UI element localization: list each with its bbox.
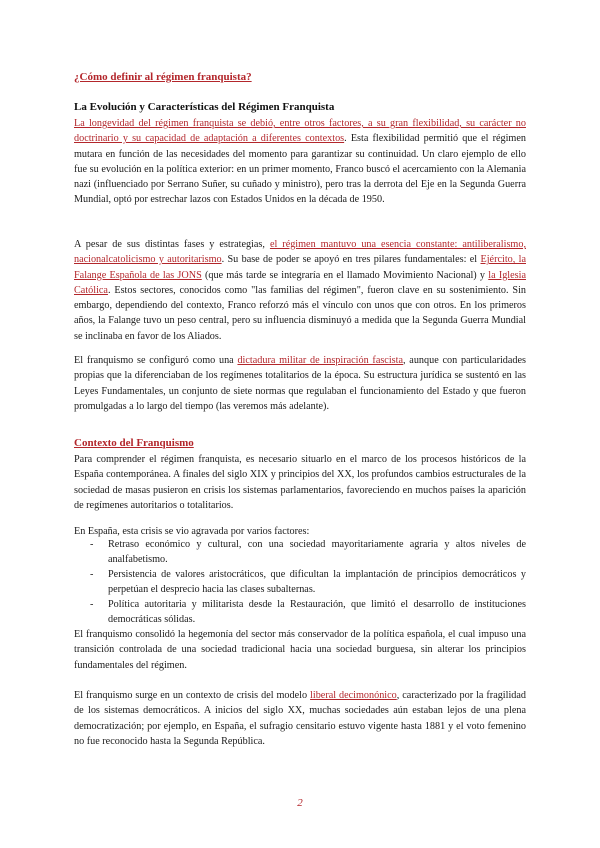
paragraph-text: . Esta flexibilidad permitió que el régimen mutara en función de las necesidades del momento para garantizar su continuidad. Un claro ejemplo de ello fue su evolución en la política exterior: en un primer momento, Franco buscó el acercamiento con la Alemania nazi (influenciado por Serrano Suñer, su cuñado y ministro), pero tras la derrota del Eje en la Segunda Guerra Mundial, optó por estrechar lazos con Estados Unidos en la década de 1950. — [74, 133, 526, 206]
list-item: - Retraso económico y cultural, con una sociedad mayoritariamente agraria y altos niveles de analfabetismo. — [90, 539, 526, 565]
factors-list — [74, 538, 526, 628]
highlight-liberal: liberal decimonónico — [310, 690, 397, 701]
highlight-flexibilidad: La longevidad del régimen franquista se debió, entre otros factores, a su gran flexibilidad, su carácter no doctrinario y su capacidad de adaptación a diferentes contextos — [74, 118, 526, 145]
highlight-iglesia: la Iglesia Católica — [74, 269, 526, 296]
paragraph-text: , caracterizado por la fragilidad de los sistemas democráticos. A inicios del siglo XX, muchas sociedades aún estaban lejos de una plena democratización; por ejemplo, en España, el sufragio censitario estuvo vigente hasta 1881 y el voto femenino no fue reconocido hasta la Segunda República. — [74, 690, 527, 747]
dash-bullet: - — [90, 539, 94, 550]
paragraph-comprender: Para comprender el régimen franquista, es necesario situarlo en el marco de los procesos históricos de la España contemporánea. A finales del siglo XIX y principios del XX, los profundos cambios estructurales de la sociedad de masas pusieron en crisis los sistemas parlamentarios, favoreciendo en muchos países la aparición de regímenes autoritarios o totalitarios. — [74, 454, 526, 511]
page-number: 2 — [297, 797, 303, 809]
paragraph-text: . Estos sectores, conocidos como "las familias del régimen", fueron clave en su sostenimiento. Sin embargo, dependiendo del contexto, Franco reforzó más el vínculo con unos que con otros. En los primeros años, la Falange tuvo un peso central, pero su influencia disminuyó a medida que la Segunda Guerra Mundial se inclinaba en favor de los Aliados. — [74, 284, 526, 342]
paragraph-crisis-intro: En España, esta crisis se vio agravada por varios factores: — [74, 526, 310, 537]
section-heading-evolucion: La Evolución y Características del Régimen Franquista — [74, 101, 335, 113]
paragraph-longevidad — [74, 116, 526, 208]
highlight-esencia: el régimen mantuvo una esencia constante: antiliberalismo, nacionalcatolicismo y autoritarismo — [74, 239, 526, 266]
section-heading-contexto: Contexto del Franquismo — [74, 437, 194, 449]
paragraph-text: . Su base de poder se apoyó en tres pilares fundamentales: el — [221, 254, 481, 266]
paragraph-text: El franquismo surge en un contexto de crisis del modelo — [74, 690, 311, 701]
document-title: ¿Cómo definir al régimen franquista? — [74, 71, 252, 83]
highlight-dictadura: dictadura militar de inspiración fascista — [237, 355, 403, 366]
dash-bullet: - — [90, 569, 94, 580]
dash-bullet: - — [90, 599, 94, 610]
paragraph-text: , aunque con particularidades propias que la diferenciaban de los regímenes totalitarios de la época. Su estructura jurídica se sustentó en las Leyes Fundamentales, un conjunto de siete normas que regulaban el funcionamiento del Estado y que fueron promulgadas a lo largo del tiempo (las veremos más adelante). — [74, 355, 526, 412]
paragraph-hegemonia: El franquismo consolidó la hegemonía del sector más conservador de la política española, el cual impuso una transición controlada de una sociedad tradicional hacia una sociedad burguesa, sin alterar los principios fundamentales del régimen. — [74, 629, 526, 671]
list-item: - Persistencia de valores aristocráticos, que dificultan la implantación de principios democráticos y perpetúan el desprecio hacia las clases subalternas. — [90, 569, 526, 595]
paragraph-text: El franquismo se configuró como una — [74, 355, 238, 366]
list-item: - Política autoritaria y militarista desde la Restauración, que limitó el desarrollo de instituciones democráticas sólidas. — [90, 599, 526, 625]
paragraph-pilares — [74, 237, 526, 344]
paragraph-dictadura — [74, 353, 526, 414]
paragraph-text: A pesar de sus distintas fases y estrategias, — [74, 239, 270, 250]
paragraph-text: (que más tarde se integraría en el llamado Movimiento Nacional) y — [201, 269, 489, 281]
highlight-ejercito-falange: Ejército, la Falange Española de las JONS — [74, 254, 526, 281]
paragraph-liberal — [74, 688, 526, 749]
